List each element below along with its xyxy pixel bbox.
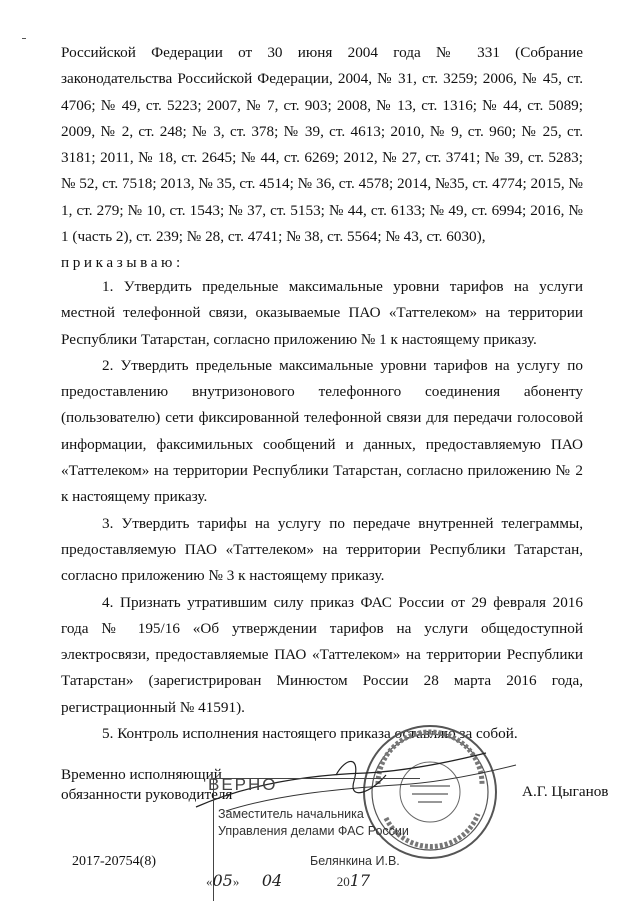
intro-block xyxy=(61,40,583,250)
order-item-2: 2. Утвердить предельные максимальные уровни тарифов на услугу по предоставлению внутризонового телефонного соединения абоненту (пользователю) сети фиксированной телефонной связи для передачи голосовой информации, факсимильных сообщений и данных, предоставляемую ПАО «Таттелеком» на территории Республики Татарстан, согласно приложению № 2 к настоящему приказу. xyxy=(61,356,583,506)
order-items xyxy=(61,274,583,747)
stamp-date: «05» 04 2017 xyxy=(206,871,371,890)
intro-paragraph: Российской Федерации от 30 июня 2004 года № 331 (Собрание законодательства Российской Федерации, 2004, № 31, ст. 3259; 2006, № 45, ст. 4706; № 49, ст. 5223; 2007, № 7, ст. 903; 2008, № 13, ст. 1316; № 44, ст. 5089; 2009, № 2, ст. 248; № 3, ст. 378; № 39, ст. 4613; 2010, № 9, ст. 960; № 25, ст. 3181; 2011, № 18, ст. 2645; № 44, ст. 6269; 2012, № 27, ст. 3741; № 39, ст. 5283; № 52, ст. 7518; 2013, № 35, ст. 4514; № 36, ст. 4578; 2014, №35, ст. 4774; 2015, № 1, ст. 279; № 10, ст. 1543; № 37, ст. 5153; № 44, ст. 6133; № 49, ст. 6994; 2016, № 1 (часть 2), ст. 239; № 28, ст. 4741; № 38, ст. 5564; № 43, ст. 6030), xyxy=(61,44,583,246)
stamp-year-prefix: 20 xyxy=(336,874,350,889)
order-block xyxy=(61,250,583,276)
order-item-4: 4. Признать утратившим силу приказ ФАС России от 29 февраля 2016 года № 195/16 «Об утверждении тарифов на услуги общедоступной электросвязи, предоставляемые ПАО «Таттелеком» на территории Республики Татарстан» (зарегистрирован Минюстом России 28 марта 2016 года, регистрационный № 41591). xyxy=(61,593,583,716)
position-line-2: обязанности руководителя xyxy=(61,786,233,803)
margin-mark xyxy=(22,38,26,39)
stamp-title: ВЕРНО xyxy=(208,775,278,794)
order-word: приказываю: xyxy=(61,254,184,271)
stamp-position-line-2: Управления делами ФАС России xyxy=(218,824,409,838)
stamp-position-line-1: Заместитель начальника xyxy=(218,807,364,821)
stamp-month: 04 xyxy=(261,871,283,890)
position-line-1: Временно исполняющий xyxy=(61,766,222,783)
stamp-day: 05 xyxy=(212,871,233,890)
document-number: 2017-20754(8) xyxy=(72,854,156,869)
order-item-1: 1. Утвердить предельные максимальные уровни тарифов на услуги местной телефонной связи, оказываемые ПАО «Таттелеком» на территории Республики Татарстан, согласно приложению № 1 к настоящему приказу. xyxy=(61,278,583,348)
order-item-5: 5. Контроль исполнения настоящего приказа оставляю за собой. xyxy=(102,725,518,743)
order-item-3: 3. Утвердить тарифы на услугу по передаче внутренней телеграммы, предоставляемую ПАО «Таттелеком» на территории Республики Татарстан, согласно приложению № 3 к настоящему приказу. xyxy=(61,514,583,585)
stamp-signer-name: Белянкина И.В. xyxy=(310,854,400,868)
certification-stamp xyxy=(206,775,420,901)
stamp-year-suffix: 17 xyxy=(349,871,371,890)
signatory-name: А.Г. Цыганов xyxy=(522,783,609,800)
